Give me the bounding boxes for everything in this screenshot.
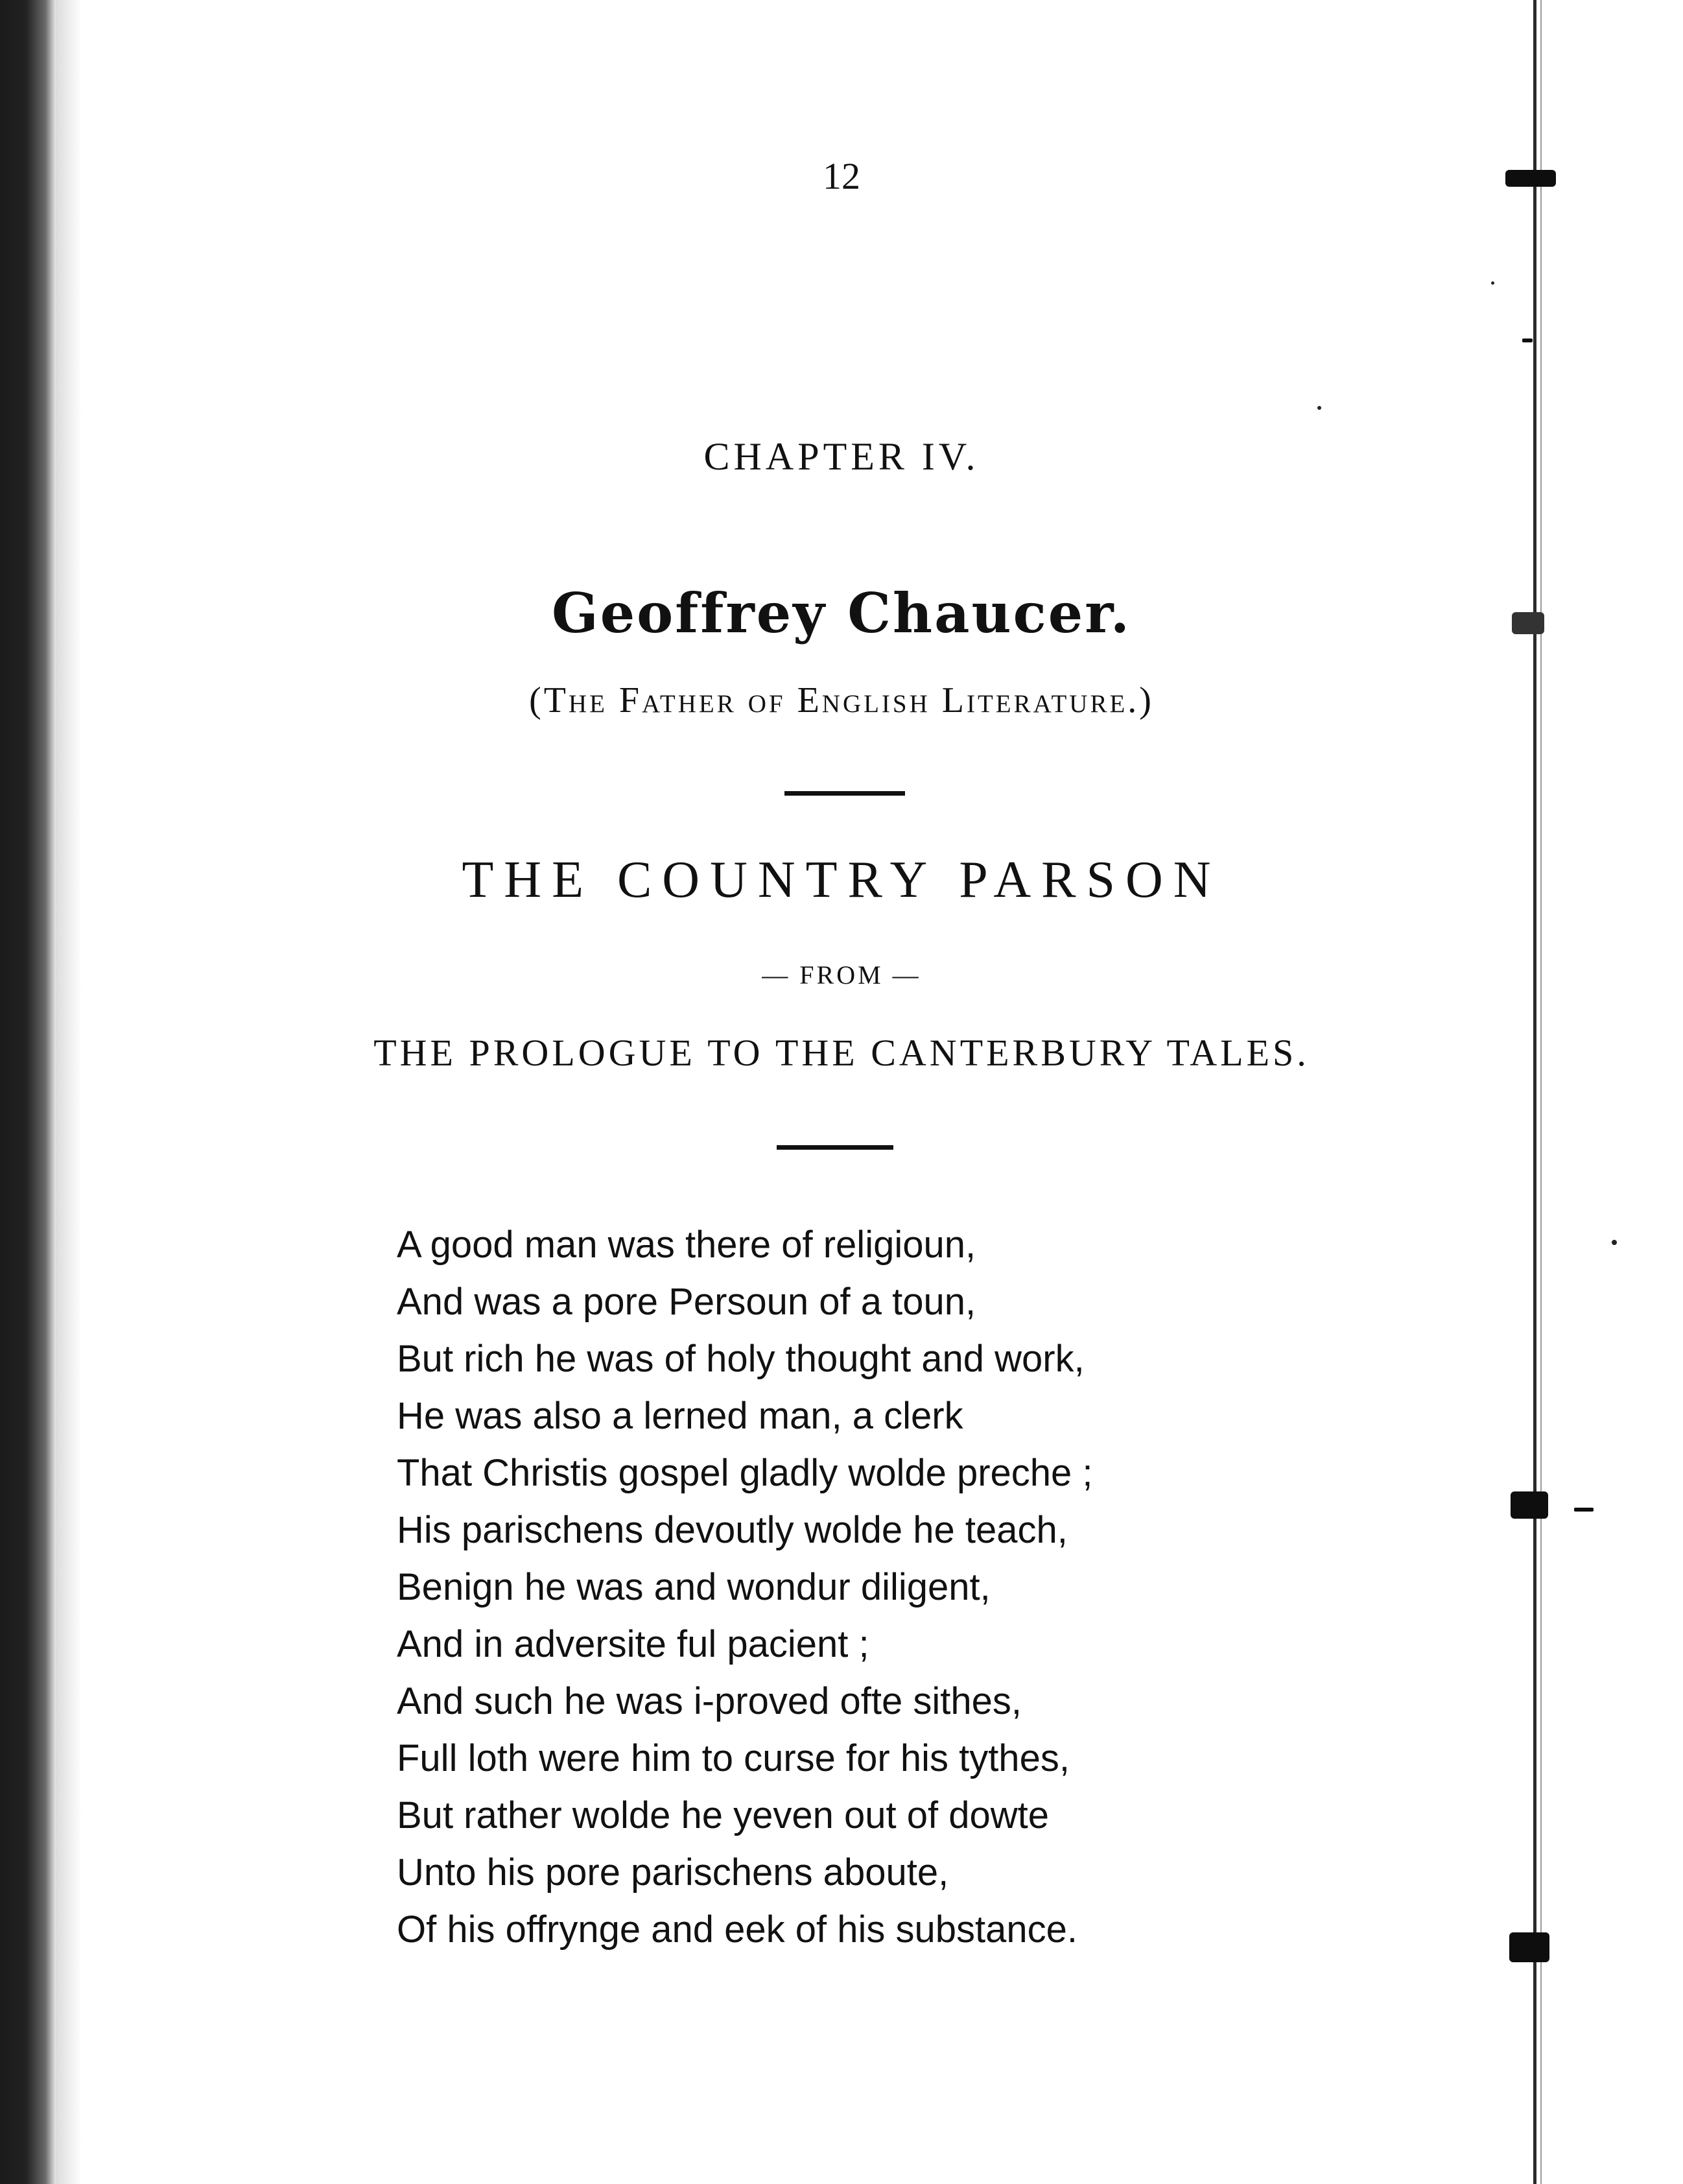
scan-right-border bbox=[1533, 0, 1536, 2184]
verse-line: And was a pore Persoun of a toun, bbox=[397, 1281, 976, 1323]
verse-line: Unto his pore parischens aboute, bbox=[397, 1851, 949, 1893]
from-label: — FROM — bbox=[762, 960, 921, 990]
page-number: 12 bbox=[823, 155, 860, 197]
author-subtitle: (The Father of English Literature.) bbox=[529, 680, 1154, 720]
scan-speck bbox=[1491, 281, 1494, 285]
verse-line: A good man was there of religioun, bbox=[397, 1224, 976, 1266]
binding-mark bbox=[1574, 1508, 1594, 1512]
divider-rule bbox=[777, 1145, 893, 1150]
verse-line: Benign he was and wondur diligent, bbox=[397, 1566, 991, 1608]
verse-line: Of his offrynge and eek of his substance. bbox=[397, 1908, 1078, 1951]
verse-line: But rich he was of holy thought and work, bbox=[397, 1338, 1085, 1380]
source-title: THE PROLOGUE TO THE CANTERBURY TALES. bbox=[373, 1032, 1310, 1074]
author-heading: Geoffrey Chaucer. bbox=[551, 581, 1132, 645]
scan-left-edge bbox=[0, 0, 56, 2184]
chapter-heading: CHAPTER IV. bbox=[703, 435, 980, 478]
binding-mark bbox=[1511, 1491, 1548, 1519]
verse-line: He was also a lerned man, a clerk bbox=[397, 1395, 963, 1437]
binding-mark bbox=[1509, 1932, 1549, 1962]
scan-left-edge-fade bbox=[56, 0, 82, 2184]
poem-verse bbox=[397, 1217, 1093, 1958]
verse-line: His parischens devoutly wolde he teach, bbox=[397, 1509, 1068, 1551]
divider-rule bbox=[784, 791, 905, 796]
verse-line: And such he was i-proved ofte sithes, bbox=[397, 1680, 1022, 1722]
verse-line: And in adversite ful pacient ; bbox=[397, 1623, 869, 1665]
verse-line: But rather wolde he yeven out of dowte bbox=[397, 1794, 1049, 1836]
verse-line: That Christis gospel gladly wolde preche ; bbox=[397, 1452, 1093, 1494]
binding-mark bbox=[1522, 338, 1533, 342]
poem-title: THE COUNTRY PARSON bbox=[462, 851, 1221, 908]
verse-line: Full loth were him to curse for his tythes, bbox=[397, 1737, 1070, 1779]
scan-speck bbox=[1612, 1240, 1617, 1245]
scan-right-border-shadow bbox=[1540, 0, 1542, 2184]
scan-speck bbox=[1317, 406, 1321, 410]
